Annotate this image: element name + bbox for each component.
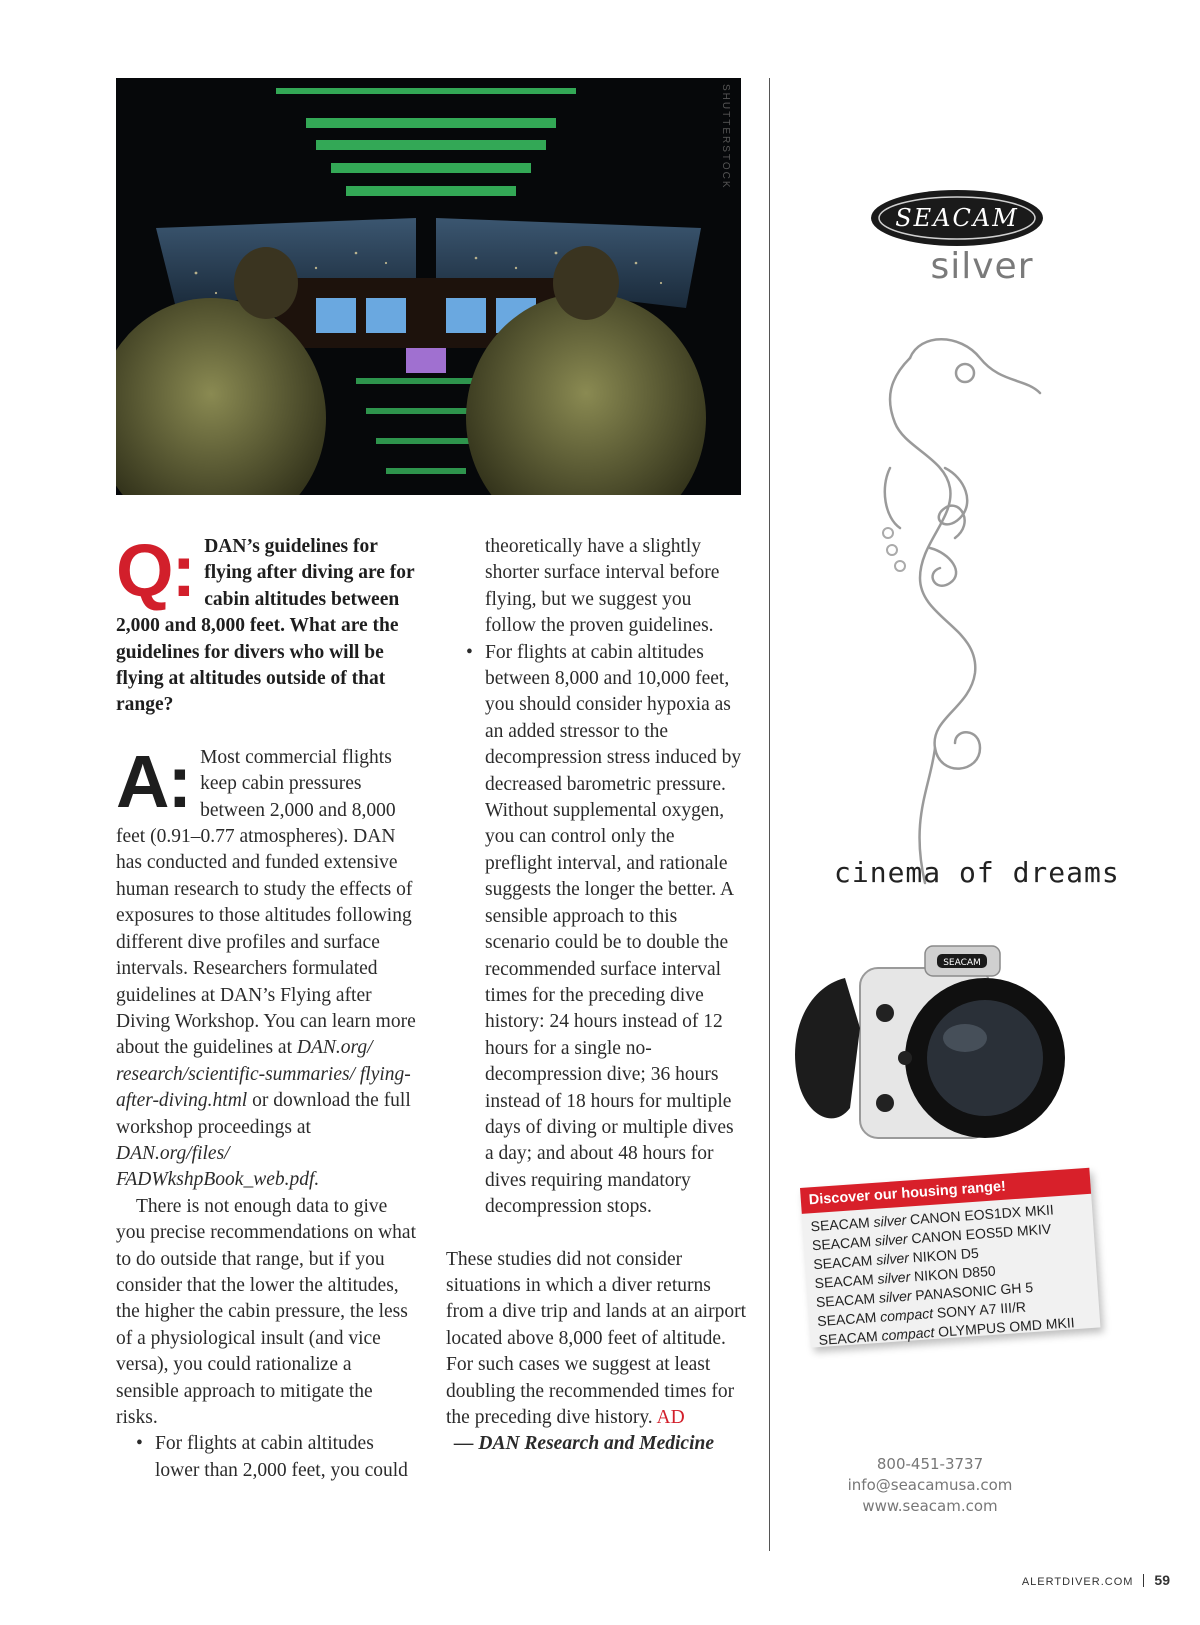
- photo-credit: SHUTTERSTOCK: [720, 84, 731, 190]
- ad-email[interactable]: info@seacamusa.com: [847, 1476, 1013, 1494]
- article-column-1: [116, 529, 416, 1484]
- housing-item: SEACAM compact SONY A7 III/R: [816, 1298, 1027, 1330]
- bullet-list-1: [116, 1431, 416, 1484]
- bullet-2: • For flights at cabin altitudes between 8,000 and 10,000 feet, you should consider hypoxia as an added stressor to the decompression stress induced by decreased barometric pressure. Without supplemental oxygen, you can control only the preflight interval, and rationale suggests the longer the better. A sensible approach to this scenario could be to double the recommended surface interval times for the preceding dive history: 24 hours instead of 12 hours for a single no-decompression dive; 36 hours instead of 18 hours for multiple days of diving or multiple dives a day; and about 48 hours for dives requiring mandatory decompression stops.: [446, 640, 746, 1221]
- housing-item: SEACAM silver CANON EOS1DX MKII: [810, 1201, 1055, 1235]
- housing-range-heading: Discover our housing range!: [800, 1168, 1091, 1214]
- signature: — DAN Research and Medicine: [454, 1433, 714, 1455]
- question-lead: DAN’s guidelines for flying after diving are for cabin altitudes: [204, 536, 415, 610]
- proceedings-link[interactable]: DAN.org/files/ FADWkshpBook_web.pdf.: [116, 1142, 320, 1191]
- page-footer: [970, 1572, 1170, 1588]
- answer-text-b: or download the full workshop proceedings at: [116, 1090, 411, 1138]
- housing-item: SEACAM silver NIKON D850: [814, 1262, 997, 1292]
- guidelines-link[interactable]: DAN.org/ research/scientific-summaries/ flying-after-diving.html: [116, 1037, 411, 1112]
- logo-wordmark: SEACAM: [895, 204, 1019, 232]
- camera-badge: SEACAM: [943, 958, 981, 968]
- question-rest: between 2,000 and 8,000 feet. What are the guidelines for divers who will be flying at altitudes outside of that range?: [116, 588, 400, 716]
- answer-paragraph-2: There is not enough data to give you precise recommendations on what to do outside that range, but if you consider that the lower the altitudes, the higher the cabin pressure, the less of a physiological insult (and vice versa), you could rationalize a sensible approach to mitigate the risks.: [116, 1195, 416, 1428]
- housing-item: SEACAM silver CANON EOS5D MKIV: [811, 1220, 1052, 1254]
- end-mark: AD: [656, 1407, 685, 1428]
- ad-contact-block: [830, 1454, 1030, 1517]
- camera-housing-illustration: [775, 918, 1075, 1178]
- seacam-advertisement: [770, 78, 1200, 1568]
- housing-item: SEACAM silver PANASONIC GH 5: [815, 1279, 1034, 1311]
- question-paragraph: [116, 529, 416, 719]
- subbrand-silver: silver: [930, 246, 1034, 287]
- page-number: 59: [1154, 1572, 1170, 1588]
- footer-site: ALERTDIVER.COM: [1021, 1576, 1134, 1588]
- article-column-2: [446, 534, 746, 1458]
- housing-item: SEACAM silver NIKON D5: [812, 1244, 980, 1273]
- ad-phone[interactable]: 800-451-3737: [876, 1455, 984, 1473]
- closing-paragraph: [446, 1247, 746, 1432]
- closing-text: These studies did not consider situations in which a diver returns from a dive trip and lands at an airport located above 8,000 feet of altitude. For such cases we suggest at least doubling the recommended times for the preceding dive history.: [446, 1248, 746, 1428]
- bullet-1-continued: theoretically have a slightly shorter surface interval before flying, but we suggest you follow the proven guidelines.: [485, 536, 720, 637]
- ad-website[interactable]: www.seacam.com: [862, 1497, 998, 1515]
- housing-range-card: [800, 1168, 1100, 1348]
- q-letter: Q:: [116, 529, 195, 612]
- answer-text-a: Most commercial flights keep cabin pressures between 2,000 and 8,000 feet (0.91–0.77 atmospheres). DAN has conducted and funded extensive human research to study the effects of exposures to those altitudes following different dive profiles and surface intervals. Researchers formulated guidelines at DAN’s Flying after Diving Workshop. You can learn more about the guidelines at: [116, 746, 416, 1059]
- ad-tagline: cinema of dreams: [834, 856, 1120, 889]
- cockpit-photo: [116, 78, 741, 495]
- cockpit-illustration: [116, 78, 741, 495]
- a-letter: A:: [116, 739, 191, 823]
- bullet-1-start: • For flights at cabin altitudes lower than 2,000 feet, you could: [116, 1431, 416, 1484]
- footer-separator: [1143, 1574, 1144, 1587]
- housing-item: SEACAM compact OLYMPUS OMD MKII: [818, 1314, 1076, 1349]
- seacam-logo: [870, 188, 1045, 248]
- bullet-list-2: [446, 640, 746, 1221]
- seahorse-illustration: [850, 328, 1050, 888]
- answer-paragraph-1: [116, 739, 416, 1194]
- housing-list: [802, 1198, 1101, 1351]
